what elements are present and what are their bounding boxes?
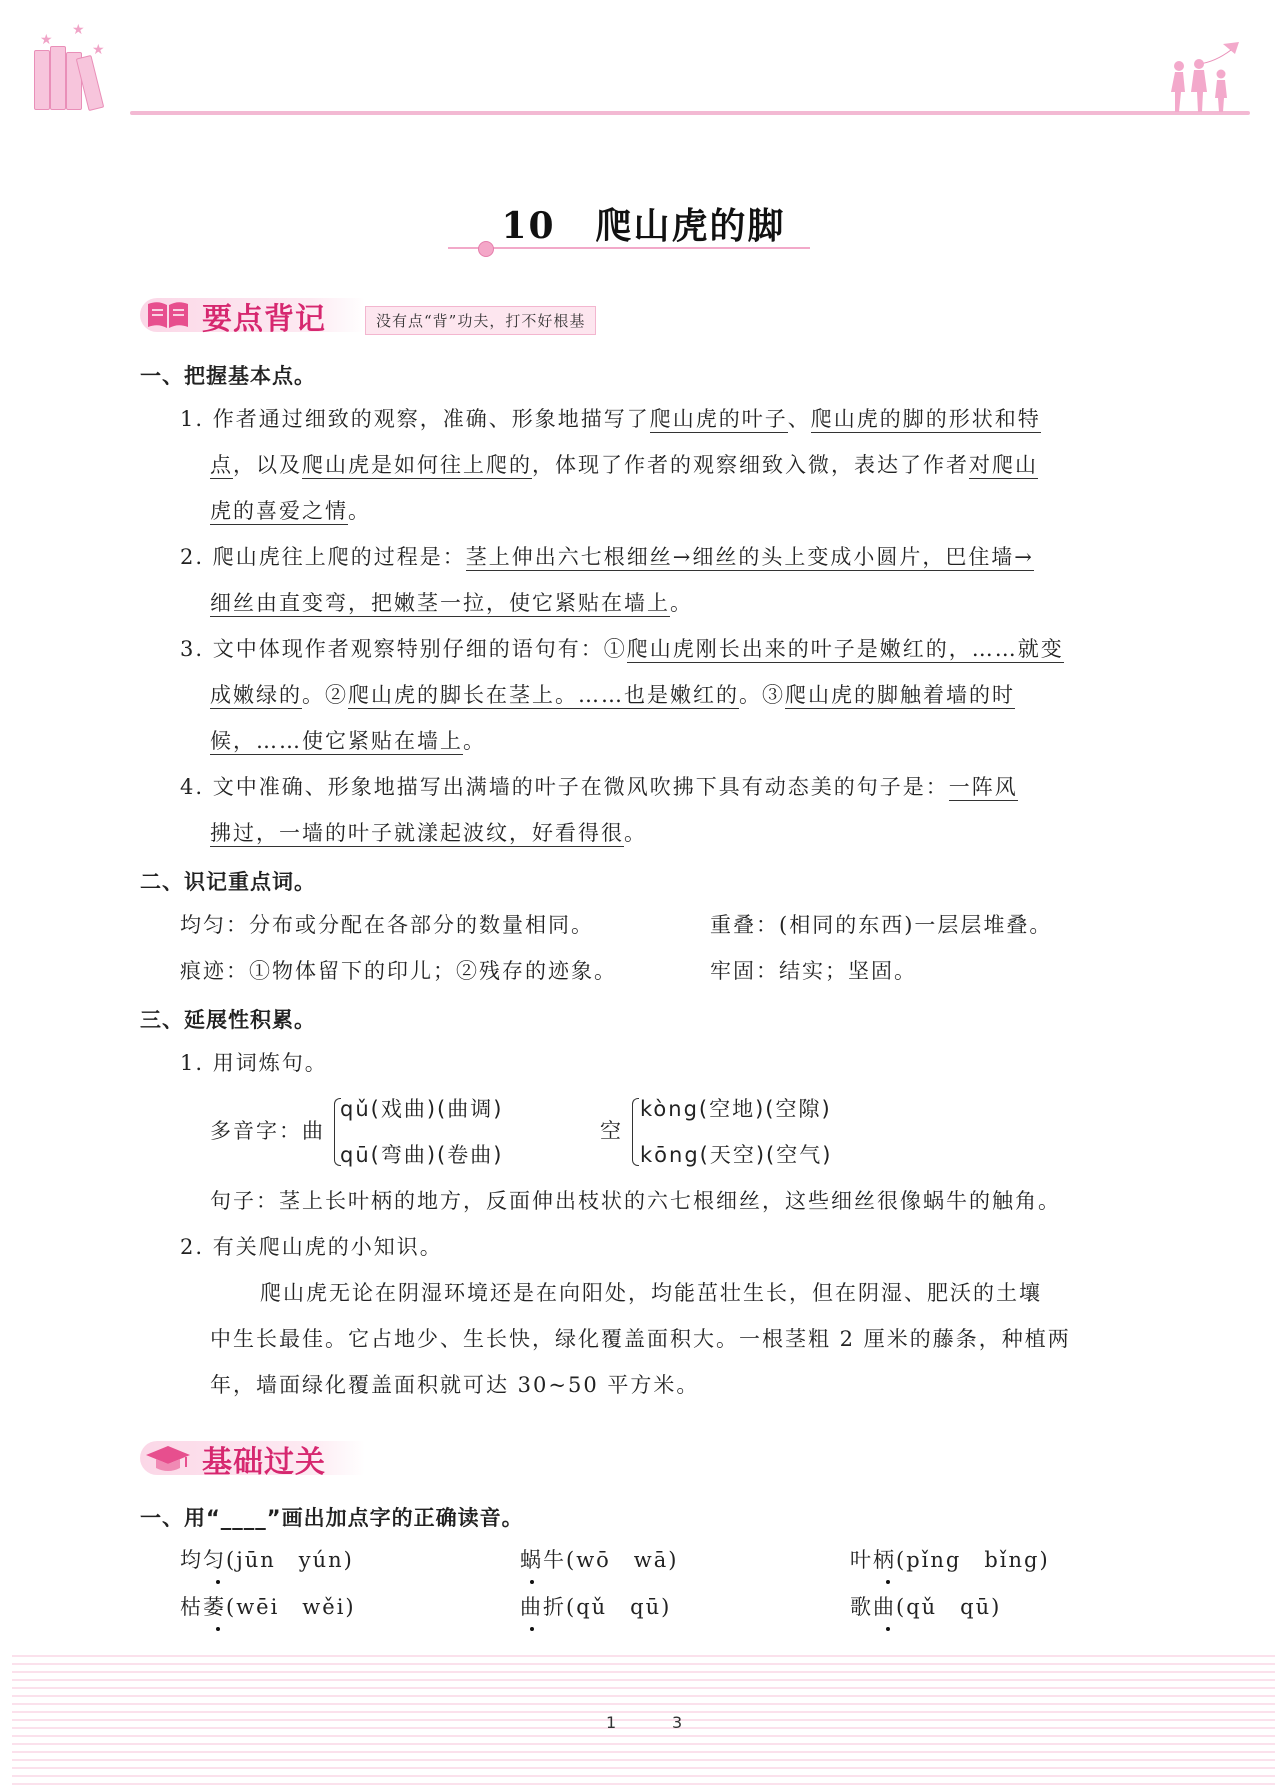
subpoint-1: 1. 用词炼句。 xyxy=(180,1051,328,1075)
point-1-line-3: 虎的喜爱之情。 xyxy=(210,499,371,523)
part1-heading: 一、把握基本点。 xyxy=(140,364,316,388)
title-underline xyxy=(448,247,810,249)
page-number-b: 3 xyxy=(672,1713,683,1732)
point-3-line-1: 3. 文中体现作者观察特别仔细的语句有：①爬山虎刚长出来的叶子是嫩红的，……就变 xyxy=(180,637,1064,661)
emphasis-dot xyxy=(216,1580,220,1584)
emphasis-dot xyxy=(216,1627,220,1631)
section-banner-key-points xyxy=(140,292,620,338)
emphasis-dot xyxy=(886,1627,890,1631)
point-1-line-2: 点，以及爬山虎是如何往上爬的，体现了作者的观察细致入微，表达了作者对爬山 xyxy=(210,453,1038,477)
point-2-line-1: 2. 爬山虎往上爬的过程是：茎上伸出六七根细丝→细丝的头上变成小圆片，巴住墙→ xyxy=(180,545,1034,569)
footer-band xyxy=(12,1655,1275,1789)
point-4-line-1: 4. 文中准确、形象地描写出满墙的叶子在微风吹拂下具有动态美的句子是：一阵风 xyxy=(180,775,1018,799)
exercise-item: 均匀(jūn yún) xyxy=(180,1548,354,1572)
children-kite-icon xyxy=(1165,40,1255,116)
example-sentence: 句子：茎上长叶柄的地方，反面伸出枝状的六七根细丝，这些细丝很像蜗牛的触角。 xyxy=(210,1189,1061,1213)
part3-heading: 三、延展性积累。 xyxy=(140,1008,316,1032)
exercise1-heading: 一、用“____”画出加点字的正确读音。 xyxy=(140,1506,524,1530)
section-title: 基础过关 xyxy=(202,1445,326,1480)
knowledge-line-1: 爬山虎无论在阴湿环境还是在向阳处，均能茁壮生长，但在阴湿、肥沃的土壤 xyxy=(260,1281,1042,1305)
word-laogu: 牢固：结实；坚固。 xyxy=(710,959,917,983)
open-book-icon xyxy=(146,300,190,330)
kong-reading-1: kòng(空地)(空隙) xyxy=(640,1097,832,1121)
header-rule xyxy=(130,111,1250,115)
emphasis-dot xyxy=(530,1627,534,1631)
graduation-cap-icon xyxy=(144,1443,192,1475)
star-icon: ★ xyxy=(92,42,105,58)
exercise-item: 曲折(qǔ qū) xyxy=(520,1595,672,1619)
book-icon xyxy=(34,50,50,110)
brace-kong xyxy=(632,1098,639,1166)
star-icon: ★ xyxy=(72,22,85,38)
knowledge-line-2: 中生长最佳。它占地少、生长快，绿化覆盖面积大。一根茎粗 2 厘米的藤条，种植两 xyxy=(210,1327,1071,1351)
word-junyun: 均匀：分布或分配在各部分的数量相同。 xyxy=(180,913,594,937)
chapter-title: 爬山虎的脚 xyxy=(595,205,786,247)
book-icon xyxy=(50,46,66,110)
point-2-line-2: 细丝由直变弯，把嫩茎一拉，使它紧贴在墙上。 xyxy=(210,591,693,615)
emphasis-dot xyxy=(530,1580,534,1584)
polyphone-label-qu: 多音字：曲 xyxy=(210,1119,325,1143)
page-number-a: 1 xyxy=(606,1713,617,1732)
section-banner-basics xyxy=(140,1435,400,1481)
qu-reading-2: qū(弯曲)(卷曲) xyxy=(340,1143,504,1167)
qu-reading-1: qǔ(戏曲)(曲调) xyxy=(340,1097,504,1121)
part2-heading: 二、识记重点词。 xyxy=(140,870,316,894)
section-tagline: 没有点“背”功夫，打不好根基 xyxy=(365,306,596,335)
page-title xyxy=(0,198,1287,249)
point-1-line-1: 1. 作者通过细致的观察，准确、形象地描写了爬山虎的叶子、爬山虎的脚的形状和特 xyxy=(180,407,1041,431)
point-3-line-2: 成嫩绿的。②爬山虎的脚长在茎上。……也是嫩红的。③爬山虎的脚触着墙的时 xyxy=(210,683,1015,707)
exercise-item: 枯萎(wēi wěi) xyxy=(180,1595,356,1619)
exercise-item: 蜗牛(wō wā) xyxy=(520,1548,679,1572)
polyphone-label-kong: 空 xyxy=(600,1119,623,1143)
word-chongdie: 重叠：(相同的东西)一层层堆叠。 xyxy=(710,913,1053,937)
knowledge-line-3: 年，墙面绿化覆盖面积就可达 30~50 平方米。 xyxy=(210,1373,700,1397)
section-title: 要点背记 xyxy=(202,302,326,337)
emphasis-dot xyxy=(886,1580,890,1584)
point-3-line-3: 候，……使它紧贴在墙上。 xyxy=(210,729,486,753)
title-dot xyxy=(478,241,494,257)
word-henji: 痕迹：①物体留下的印儿；②残存的迹象。 xyxy=(180,959,617,983)
chapter-number: 10 xyxy=(501,205,556,247)
point-4-line-2: 拂过，一墙的叶子就漾起波纹，好看得很。 xyxy=(210,821,647,845)
subpoint-2: 2. 有关爬山虎的小知识。 xyxy=(180,1235,443,1259)
star-icon: ★ xyxy=(40,32,53,48)
exercise-item: 歌曲(qǔ qū) xyxy=(850,1595,1002,1619)
kong-reading-2: kōng(天空)(空气) xyxy=(640,1143,833,1167)
exercise-item: 叶柄(pǐng bǐng) xyxy=(850,1548,1050,1572)
